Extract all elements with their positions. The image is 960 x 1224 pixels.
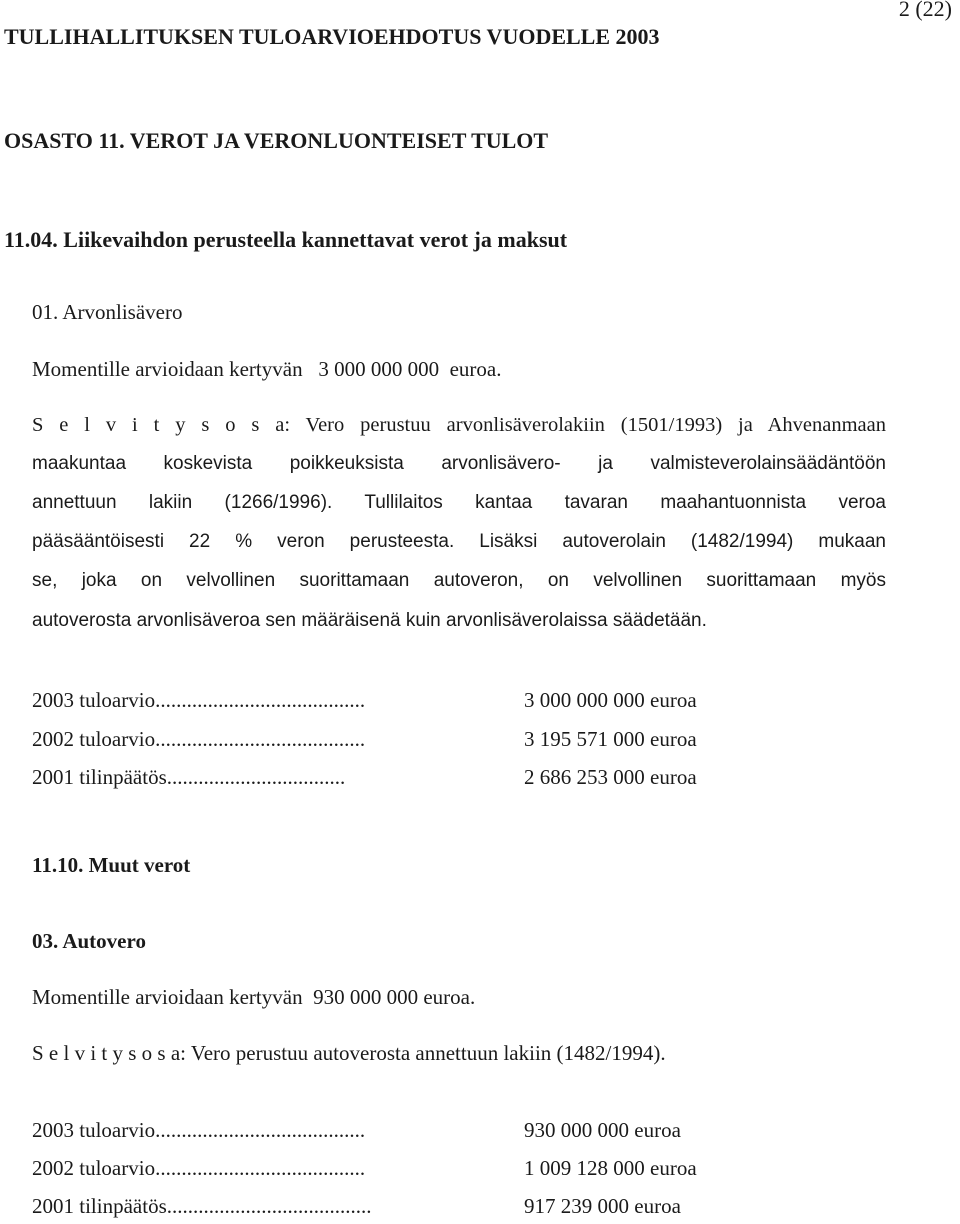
explanation-line: se, joka on velvollinen suorittamaan autoveron, on velvollinen suorittamaan myös [32,570,886,591]
table-row-amount: 3 195 571 000 euroa [524,727,697,751]
section-title: OSASTO 11. VEROT JA VERONLUONTEISET TULOT [4,128,549,153]
table-row-amount: 917 239 000 euroa [524,1194,681,1218]
chapter-title: 11.04. Liikevaihdon perusteella kannettavat verot ja maksut [4,227,568,252]
item-title-arvonlisavero: 01. Arvonlisävero [32,300,183,324]
explanation-line: maakuntaa koskevista poikkeuksista arvonlisävero- ja valmisteverolainsäädäntöön [32,453,886,474]
estimate-autovero: Momentille arvioidaan kertyvän 930 000 000 euroa. [32,985,476,1009]
table-row-amount: 3 000 000 000 euroa [524,688,697,712]
chapter2-title: 11.10. Muut verot [32,853,191,877]
estimate-arvonlisavero: Momentille arvioidaan kertyvän 3 000 000 000 euroa. [32,357,502,381]
explanation-line: S e l v i t y s o s a: Vero perustuu arvonlisäverolakiin (1501/1993) ja Ahvenanmaan [32,414,886,436]
explanation-line: pääsääntöisesti 22 % veron perusteesta. Lisäksi autoverolain (1482/1994) mukaan [32,531,886,552]
explanation-line: autoverosta arvonlisäveroa sen määräisenä kuin arvonlisäverolaissa säädetään. [32,610,707,631]
explanation-line: annettuun lakiin (1266/1996). Tullilaitos kantaa tavaran maahantuonnista veroa [32,492,886,513]
table-row-amount: 930 000 000 euroa [524,1118,681,1142]
table-row-label: 2003 tuloarvio........................................ [32,688,366,712]
table-row-label: 2002 tuloarvio........................................ [32,1156,366,1180]
table-row-label: 2001 tilinpäätös.................................. [32,765,346,789]
table-row-label: 2002 tuloarvio........................................ [32,727,366,751]
document-title: TULLIHALLITUKSEN TULOARVIOEHDOTUS VUODELLE 2003 [4,24,660,49]
table-row-label: 2003 tuloarvio........................................ [32,1118,366,1142]
page-number: 2 (22) [898,0,952,21]
explanation-autovero: S e l v i t y s o s a: Vero perustuu autoverosta annettuun lakiin (1482/1994). [32,1041,666,1065]
table-row-amount: 1 009 128 000 euroa [524,1156,697,1180]
table-row-amount: 2 686 253 000 euroa [524,765,697,789]
table-row-label: 2001 tilinpäätös....................................... [32,1194,372,1218]
item-title-autovero: 03. Autovero [32,929,146,953]
